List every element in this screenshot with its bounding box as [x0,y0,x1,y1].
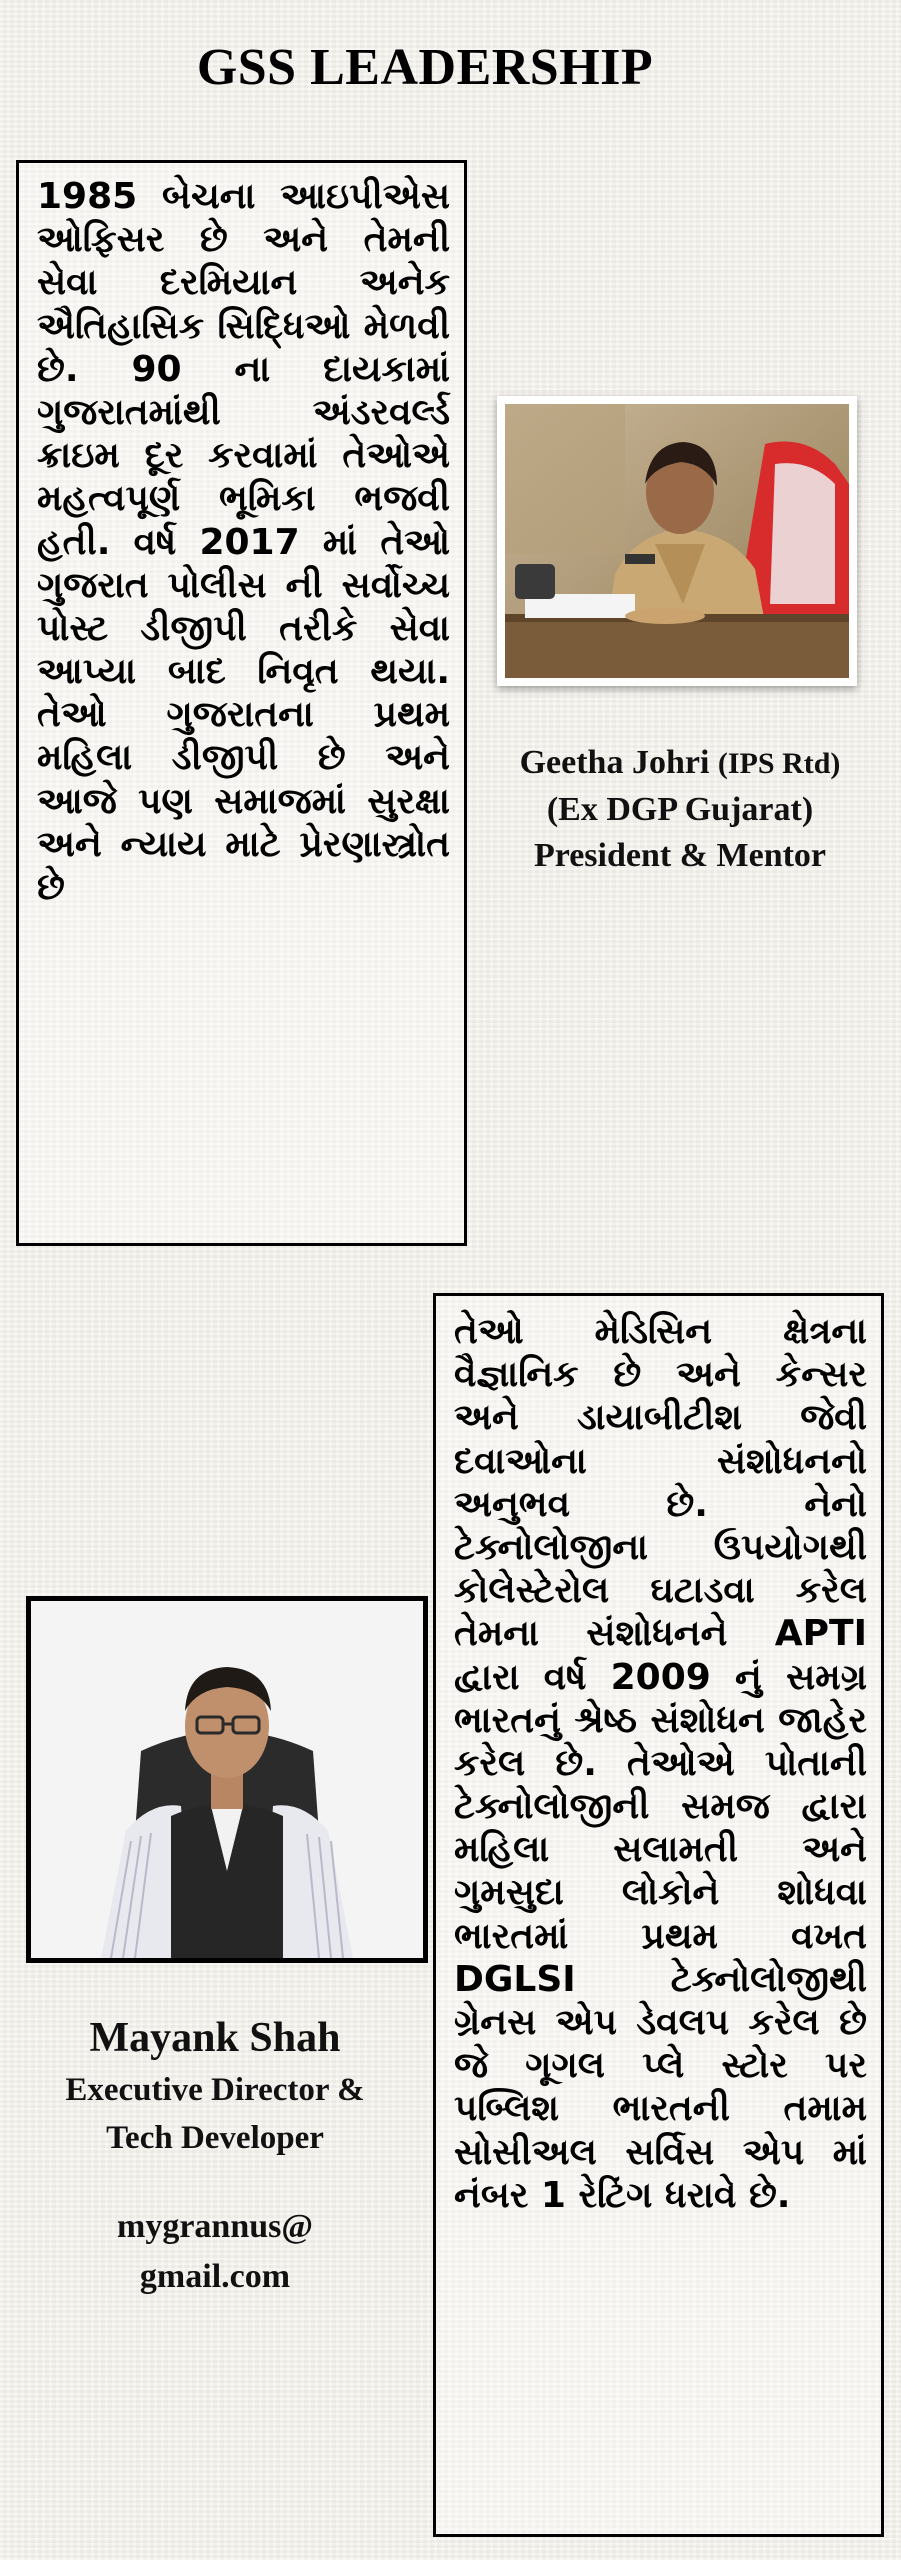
leader2-email-line1: mygrannus@ [117,2208,313,2245]
portrait-photo-man-icon [31,1601,423,1958]
portrait-photo-officer-icon [505,404,849,678]
leader1-caption [470,740,890,879]
leader2-name: Mayank Shah [89,2015,341,2061]
leader2-bio-text: તેઓ મેડિસિન ક્ષેત્રના વૈજ્ઞાનિક છે અને કેન્સર અને ડાયાબીટીશ જેવી દવાઓના સંશોધનનો અનુભવ છે. નેનો ટેક્નોલોજીના ઉપયોગથી કોલેસ્ટેરોલ ઘટાડવા કરેલ તેમના સંશોધનને APTI દ્વારા વર્ષ 2009 નું સમગ્ર ભારતનું શ્રેષ્ઠ સંશોધન જાહેર કરેલ છે. તેઓએ પોતાની ટેક્નોલોજીની સમજ દ્વારા મહિલા સલામતી અને ગુમસુદા લોકોને શોધવા ભારતમાં પ્રથમ વખત DGLSI ટેક્નોલોજીથી ગ્રેનસ એપ ડેવલપ કરેલ છે જે ગૂગલ પ્લે સ્ટોર પર પબ્લિશ ભારતની તમામ સોસીઅલ સર્વિસ એપ માં નંબર 1 રેટિંગ ધરાવે છે. [454,1311,867,2216]
leader2-email-line2: gmail.com [139,2258,291,2295]
leader1-name-suffix: (IPS Rtd) [717,747,841,780]
leader1-bio-text: 1985 બેચના આઇપીએસ ઓફિસર છે અને તેમની સેવા દરમિયાન અનેક ઐતિહાસિક સિદ્ધિઓ મેળવી છે. 90 ના દાયકામાં ગુજરાતમાંથી અંડરવર્લ્ડ ક્રાઇમ દૂર કરવામાં તેઓએ મહત્વપૂર્ણ ભૂમિકા ભજવી હતી. વર્ષ 2017 માં તેઓ ગુજરાત પોલીસ ની સર્વોચ્ચ પોસ્ટ ડીજીપી તરીકે સેવા આપ્યા બાદ નિવૃત થયા. તેઓ ગુજરાતના પ્રથમ મહિલા ડીજીપી છે અને આજે પણ સમાજમાં સુરક્ષા અને ન્યાય માટે પ્રેરણાસ્ત્રોત છે [37,176,450,908]
leader1-name: Geetha Johri [519,744,710,781]
leader2-role-line1: Executive Director & [65,2072,365,2108]
leader2-caption [0,2010,430,2302]
leader1-post: (Ex DGP Gujarat) [546,791,814,828]
leader2-photo [26,1596,428,1963]
leader1-photo [497,396,857,686]
leader2-email [0,2202,430,2302]
leader1-bio-box [16,160,467,1246]
leader2-role-line2: Tech Developer [106,2120,324,2156]
page-title: GSS LEADERSHIP [196,39,654,96]
leader2-bio-box [433,1293,884,2537]
leader1-role: President & Mentor [533,837,827,874]
